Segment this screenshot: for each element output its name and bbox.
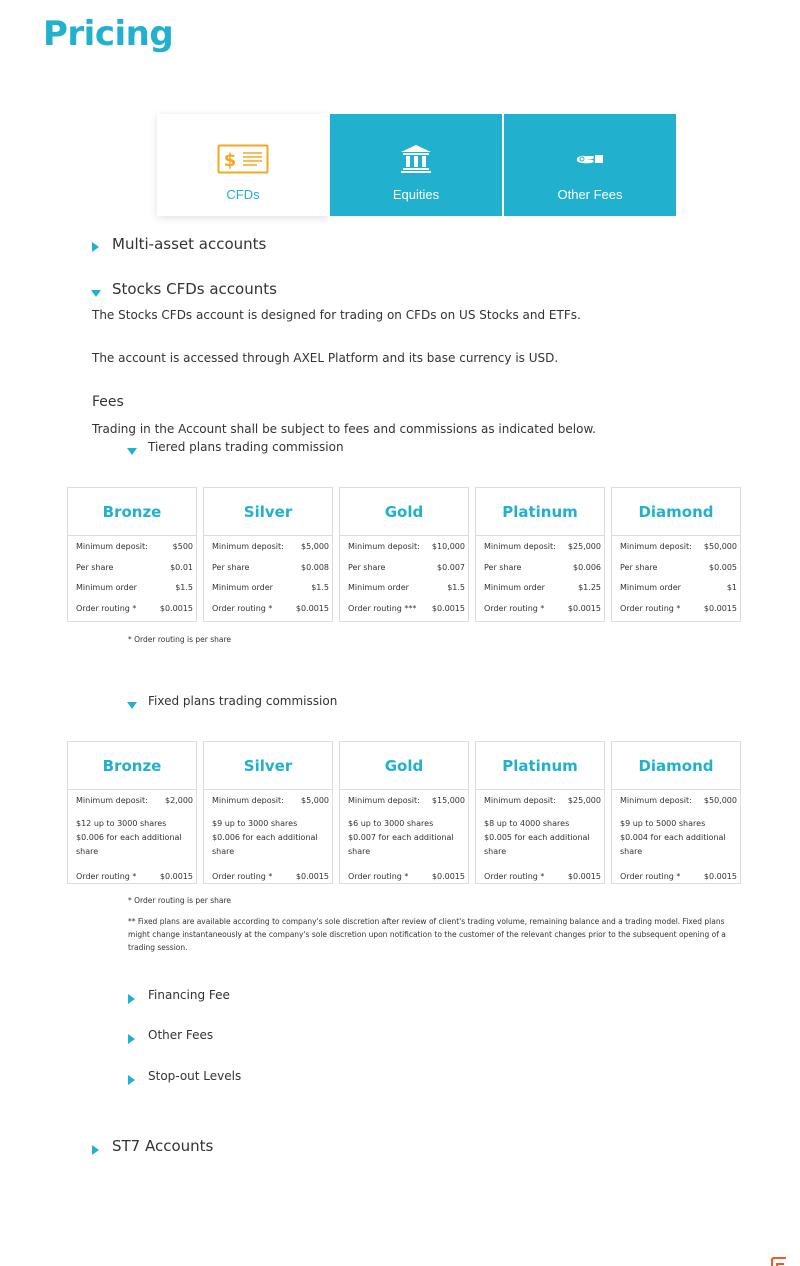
row-value: $0.0015 — [567, 603, 601, 613]
tiered-plan-card — [67, 487, 197, 622]
plan-description — [212, 817, 329, 865]
plan-row — [620, 542, 737, 563]
row-label: Minimum deposit: — [620, 542, 692, 551]
plan-description-line: $9 up to 3000 shares — [212, 818, 298, 828]
row-value: $2,000 — [165, 796, 193, 805]
row-label: Order routing *** — [348, 603, 417, 613]
plan-row — [212, 604, 329, 625]
row-label: Minimum deposit: — [484, 796, 556, 805]
row-label: Per share — [76, 562, 114, 572]
row-label: Minimum order — [620, 583, 681, 592]
plan-name: Silver — [204, 742, 332, 790]
plan-name: Gold — [340, 742, 468, 790]
row-label: Order routing * — [76, 603, 137, 613]
fixed-footnote: * Order routing is per share — [128, 896, 232, 905]
row-label: Per share — [484, 562, 522, 572]
row-value: $0.007 — [437, 562, 465, 572]
row-label: Minimum deposit: — [76, 542, 148, 551]
plan-row — [212, 542, 329, 563]
fixed-plan-card — [475, 741, 605, 884]
row-label: Per share — [620, 562, 658, 572]
row-value: $500 — [172, 542, 193, 551]
row-label: Minimum order — [212, 583, 273, 592]
collapse-arrow-icon[interactable] — [127, 702, 137, 709]
plan-row — [348, 604, 465, 625]
plan-row — [76, 563, 193, 584]
plan-name: Bronze — [68, 488, 196, 536]
row-value: $1 — [726, 583, 737, 592]
row-label: Per share — [212, 562, 250, 572]
plan-row — [620, 583, 737, 604]
plan-description-line: $6 up to 3000 shares — [348, 818, 434, 828]
chat-widget-icon[interactable] — [770, 1254, 792, 1266]
expand-arrow-icon[interactable] — [92, 1145, 99, 1155]
row-value: $1.25 — [578, 583, 601, 592]
accordion-tiered-plans[interactable]: Tiered plans trading commission — [148, 440, 344, 454]
plan-description-line: $9 up to 5000 shares — [620, 818, 706, 828]
accordion-stop-out-levels[interactable]: Stop-out Levels — [148, 1069, 242, 1083]
plan-row — [348, 542, 465, 563]
row-label: Order routing * — [212, 871, 273, 881]
plan-description-line: $8 up to 4000 shares — [484, 818, 570, 828]
fees-text: Trading in the Account shall be subject to fees and commissions as indicated below. — [92, 422, 596, 436]
plan-row — [348, 563, 465, 584]
row-label: Order routing * — [484, 603, 545, 613]
row-value: $50,000 — [703, 542, 737, 551]
plan-row — [484, 796, 601, 817]
row-label: Order routing * — [620, 871, 681, 881]
dollar-document-icon — [217, 141, 269, 177]
svg-text:$: $ — [223, 150, 237, 171]
accordion-financing-fee[interactable]: Financing Fee — [148, 988, 230, 1002]
plan-name: Silver — [204, 488, 332, 536]
row-label: Minimum order — [484, 583, 545, 592]
plan-row — [484, 872, 601, 893]
plan-row — [76, 796, 193, 817]
plan-row — [348, 872, 465, 893]
row-value: $5,000 — [301, 542, 329, 551]
tab-label: CFDs — [226, 187, 260, 202]
platform-description: The account is accessed through AXEL Platform and its base currency is USD. — [92, 351, 559, 365]
plan-row — [484, 563, 601, 584]
tiered-plan-card — [339, 487, 469, 622]
plan-row — [484, 583, 601, 604]
row-label: Minimum deposit: — [348, 796, 420, 805]
plan-description-line: $0.004 for each additional share — [620, 832, 726, 856]
plan-description — [620, 817, 737, 865]
bank-building-icon — [400, 141, 432, 177]
row-value: $0.005 — [709, 562, 737, 572]
row-value: $0.01 — [170, 562, 193, 572]
accordion-multi-asset[interactable]: Multi-asset accounts — [112, 235, 267, 253]
row-value: $15,000 — [431, 796, 465, 805]
row-value: $0.0015 — [431, 871, 465, 881]
row-value: $0.0015 — [295, 603, 329, 613]
plan-row — [620, 872, 737, 893]
row-label: Order routing * — [484, 871, 545, 881]
fixed-plans-disclaimer: ** Fixed plans are available according to company's sole discretion after review of client's trading volume, remaining balance and a trading model. Fixed plans might change instantaneously at the company's sole discretion upon notification to the customer of the relevant changes prior to the subsequent opening of a trading session. — [128, 917, 726, 952]
row-label: Minimum order — [348, 583, 409, 592]
tiered-plan-card — [611, 487, 741, 622]
plan-description-line: $0.007 for each additional share — [348, 832, 454, 856]
expand-arrow-icon[interactable] — [92, 242, 99, 252]
row-value: $5,000 — [301, 796, 329, 805]
plan-row — [212, 796, 329, 817]
fixed-plan-card — [339, 741, 469, 884]
row-label: Order routing * — [348, 871, 409, 881]
row-value: $10,000 — [431, 542, 465, 551]
collapse-arrow-icon[interactable] — [91, 290, 101, 297]
row-value: $0.0015 — [703, 871, 737, 881]
row-value: $0.008 — [301, 562, 329, 572]
tiered-footnote: * Order routing is per share — [128, 635, 232, 644]
expand-arrow-icon[interactable] — [128, 994, 135, 1004]
accordion-stocks-cfds[interactable]: Stocks CFDs accounts — [112, 280, 277, 298]
accordion-fixed-plans[interactable]: Fixed plans trading commission — [148, 694, 338, 708]
row-value: $1.5 — [447, 583, 465, 592]
tiered-plan-card — [475, 487, 605, 622]
plan-row — [212, 563, 329, 584]
row-value: $0.0015 — [567, 871, 601, 881]
tab-other-fees[interactable] — [504, 114, 676, 216]
row-label: Minimum deposit: — [620, 796, 692, 805]
row-label: Minimum order — [76, 583, 137, 592]
row-label: Order routing * — [620, 603, 681, 613]
accordion-st7[interactable]: ST7 Accounts — [112, 1137, 214, 1155]
row-value: $1.5 — [175, 583, 193, 592]
expand-arrow-icon[interactable] — [128, 1075, 135, 1085]
tab-cfds[interactable] — [157, 114, 329, 216]
row-value: $0.0015 — [159, 871, 193, 881]
row-label: Order routing * — [212, 603, 273, 613]
row-value: $50,000 — [703, 796, 737, 805]
row-label: Minimum deposit: — [76, 796, 148, 805]
plan-row — [212, 872, 329, 893]
plan-description-line: $12 up to 3000 shares — [76, 818, 167, 828]
plan-row — [76, 872, 193, 893]
plan-description — [76, 817, 193, 865]
row-value: $0.006 — [573, 562, 601, 572]
row-value: $1.5 — [311, 583, 329, 592]
expand-arrow-icon[interactable] — [128, 1034, 135, 1044]
row-value: $0.0015 — [431, 603, 465, 613]
plan-description — [484, 817, 601, 865]
page-title: Pricing — [43, 14, 174, 54]
row-label: Per share — [348, 562, 386, 572]
plan-name: Platinum — [476, 742, 604, 790]
tab-label: Equities — [392, 187, 440, 202]
tiered-plan-card — [203, 487, 333, 622]
plan-row — [348, 796, 465, 817]
row-value: $25,000 — [567, 542, 601, 551]
tab-equities[interactable] — [330, 114, 502, 216]
plan-name: Platinum — [476, 488, 604, 536]
fixed-plan-card — [203, 741, 333, 884]
tab-label: Other Fees — [557, 187, 623, 202]
fixed-plan-card — [611, 741, 741, 884]
row-value: $25,000 — [567, 796, 601, 805]
plan-row — [76, 542, 193, 563]
plan-row — [76, 604, 193, 625]
row-label: Minimum deposit: — [212, 796, 284, 805]
row-value: $0.0015 — [703, 603, 737, 613]
plan-row — [484, 604, 601, 625]
row-label: Minimum deposit: — [348, 542, 420, 551]
plan-name: Bronze — [68, 742, 196, 790]
row-value: $0.0015 — [295, 871, 329, 881]
plan-row — [620, 563, 737, 584]
plan-description-line: $0.006 for each additional share — [76, 832, 182, 856]
accordion-other-fees[interactable]: Other Fees — [148, 1028, 214, 1042]
hand-money-icon — [575, 141, 605, 177]
plan-row — [212, 583, 329, 604]
plan-row — [484, 542, 601, 563]
plan-row — [620, 796, 737, 817]
row-value: $0.0015 — [159, 603, 193, 613]
plan-row — [348, 583, 465, 604]
row-label: Minimum deposit: — [212, 542, 284, 551]
plan-row — [620, 604, 737, 625]
plan-name: Diamond — [612, 742, 740, 790]
plan-name: Gold — [340, 488, 468, 536]
plan-description — [348, 817, 465, 865]
row-label: Minimum deposit: — [484, 542, 556, 551]
plan-description-line: $0.006 for each additional share — [212, 832, 318, 856]
row-label: Order routing * — [76, 871, 137, 881]
plan-name: Diamond — [612, 488, 740, 536]
plan-row — [76, 583, 193, 604]
fees-heading: Fees — [92, 394, 124, 410]
collapse-arrow-icon[interactable] — [127, 448, 137, 455]
fixed-plan-card — [67, 741, 197, 884]
plan-description-line: $0.005 for each additional share — [484, 832, 590, 856]
stocks-description: The Stocks CFDs account is designed for trading on CFDs on US Stocks and ETFs. — [92, 308, 581, 322]
